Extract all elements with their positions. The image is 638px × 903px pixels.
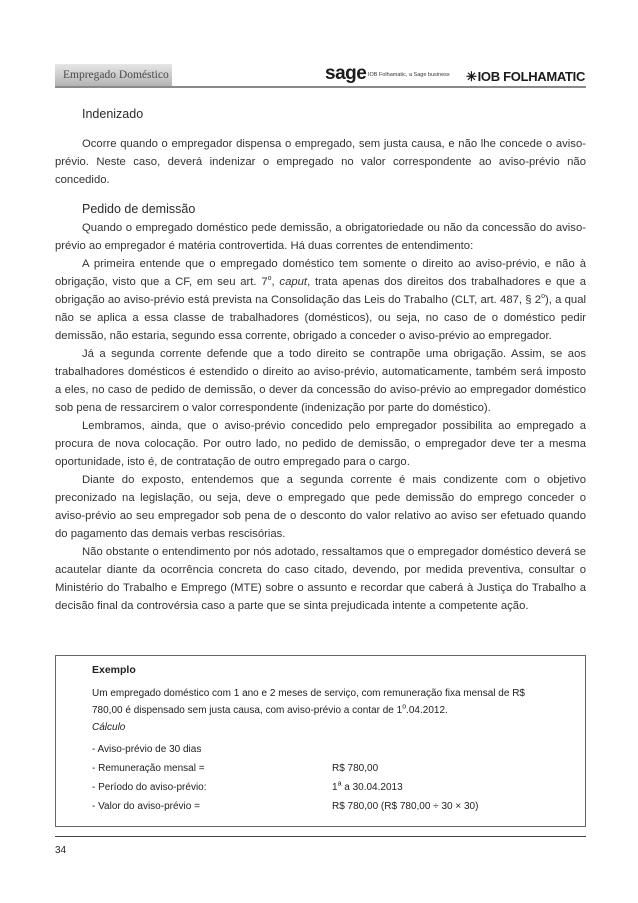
- paragraph-indenizado: Ocorre quando o empregador dispensa o empregado, sem justa causa, e não lhe concede o aviso-prévio. Neste caso, deverá indenizar o empregado no valor correspondente ao aviso-prévio não concedido.: [55, 138, 586, 186]
- calc-row-value: R$ 780,00 (R$ 780,00 ÷ 30 × 30): [332, 801, 479, 812]
- calc-row-value: R$ 780,00: [332, 763, 379, 774]
- sage-tagline: IOB Folhamatic, a Sage business: [368, 72, 450, 78]
- asterisk-icon: ✳: [466, 69, 477, 84]
- heading-pedido-de-demissao: Pedido de demissão: [82, 202, 196, 216]
- calc-row-aviso-previo: [92, 744, 201, 755]
- calc-row-periodo: [92, 780, 403, 793]
- calc-row-remuneracao: [92, 763, 379, 774]
- paragraph-pedido-1: Quando o empregado doméstico pede demissão, a obrigatoriedade ou não da concessão do aviso-prévio ao empregador é matéria controvertida. Há duas correntes de entendimento:: [55, 222, 586, 252]
- header-rule: [55, 86, 586, 88]
- paragraph-pedido-2: A primeira entende que o empregado doméstico tem somente o direito ao aviso-prévio, e não à obrigação, visto que a CF, em seu art. 7$^o$, caput, trata apenas dos direitos dos trabalhadores e que a obrigação ao aviso-prévio está prevista na Consolidação das Leis do Trabalho (CLT, art. 487, § 2$^o$), a qual não se aplica a essa classe de trabalhadores (domésticos), ou seja, no caso de o doméstico pedir demissão, não estaria, segundo essa corrente, obrigado a conceder o aviso-prévio ao empregador.: [55, 258, 586, 342]
- iob-folhamatic-logo: [466, 69, 585, 85]
- main-content: [55, 104, 586, 615]
- example-box: [55, 655, 586, 827]
- section-label-tab: [55, 64, 172, 86]
- calculation-label: Cálculo: [92, 722, 126, 733]
- calc-row-label: - Valor do aviso-prévio =: [92, 801, 200, 812]
- calc-row-label: - Aviso-prévio de 30 dias: [92, 744, 202, 755]
- paragraph-pedido-6: Não obstante o entendimento por nós adotado, ressaltamos que o empregador doméstico deverá se acautelar diante da ocorrência concreta do caso citado, devendo, por medida preventiva, consultar o Ministério do Trabalho e Emprego (MTE) sobre o assunto e recordar que caberá à Justiça do Trabalho a decisão final da controvérsia caso a parte que se sinta prejudicada intente a competente ação.: [55, 546, 586, 612]
- iob-logo-text: IOB FOLHAMATIC: [477, 69, 586, 84]
- section-label: Empregado Doméstico: [63, 69, 169, 81]
- paragraph-pedido-4: Lembramos, ainda, que o aviso-prévio concedido pelo empregador possibilita ao empregado a procura de nova colocação. Por outro lado, no pedido de demissão, o empregador deve ter a mesma oportunidade, isto é, de contratação de outro empregado para o cargo.: [55, 420, 586, 468]
- example-text: Um empregado doméstico com 1 ano e 2 meses de serviço, com remuneração fixa mensal de R$ 780,00 é dispensado sem justa causa, com aviso-prévio a contar de 1$^o$.04.2012.: [92, 688, 525, 716]
- example-title: Exemplo: [92, 664, 136, 676]
- sage-logo: sage: [325, 63, 367, 84]
- calc-row-label: - Remuneração mensal =: [92, 763, 205, 774]
- calc-row-valor: [92, 801, 479, 812]
- calc-row-label: - Período do aviso-prévio:: [92, 782, 207, 793]
- paragraph-pedido-5: Diante do exposto, entendemos que a segunda corrente é mais condizente com o objetivo preconizado na legislação, ou seja, deve o empregado que pede demissão do emprego conceder o aviso-prévio ao seu empregador sob pena de o desconto do valor relativo ao aviso ser efetuado quando do pagamento das demais verbas rescisórias.: [55, 474, 586, 540]
- paragraph-pedido-3: Já a segunda corrente defende que a todo direito se contrapõe uma obrigação. Assim, se aos trabalhadores domésticos é estendido o direito ao aviso-prévio, automaticamente, também será imposto a eles, no caso de pedido de demissão, o dever da concessão do aviso-prévio ao empregador doméstico sob pena de ressarcirem o valor correspondente (indenização por parte do doméstico).: [55, 348, 586, 414]
- page-number: 34: [55, 845, 67, 856]
- heading-indenizado: Indenizado: [82, 107, 144, 121]
- calc-row-value: 1$^a$ a 30.04.2013: [332, 780, 403, 793]
- footer-rule: [55, 836, 586, 837]
